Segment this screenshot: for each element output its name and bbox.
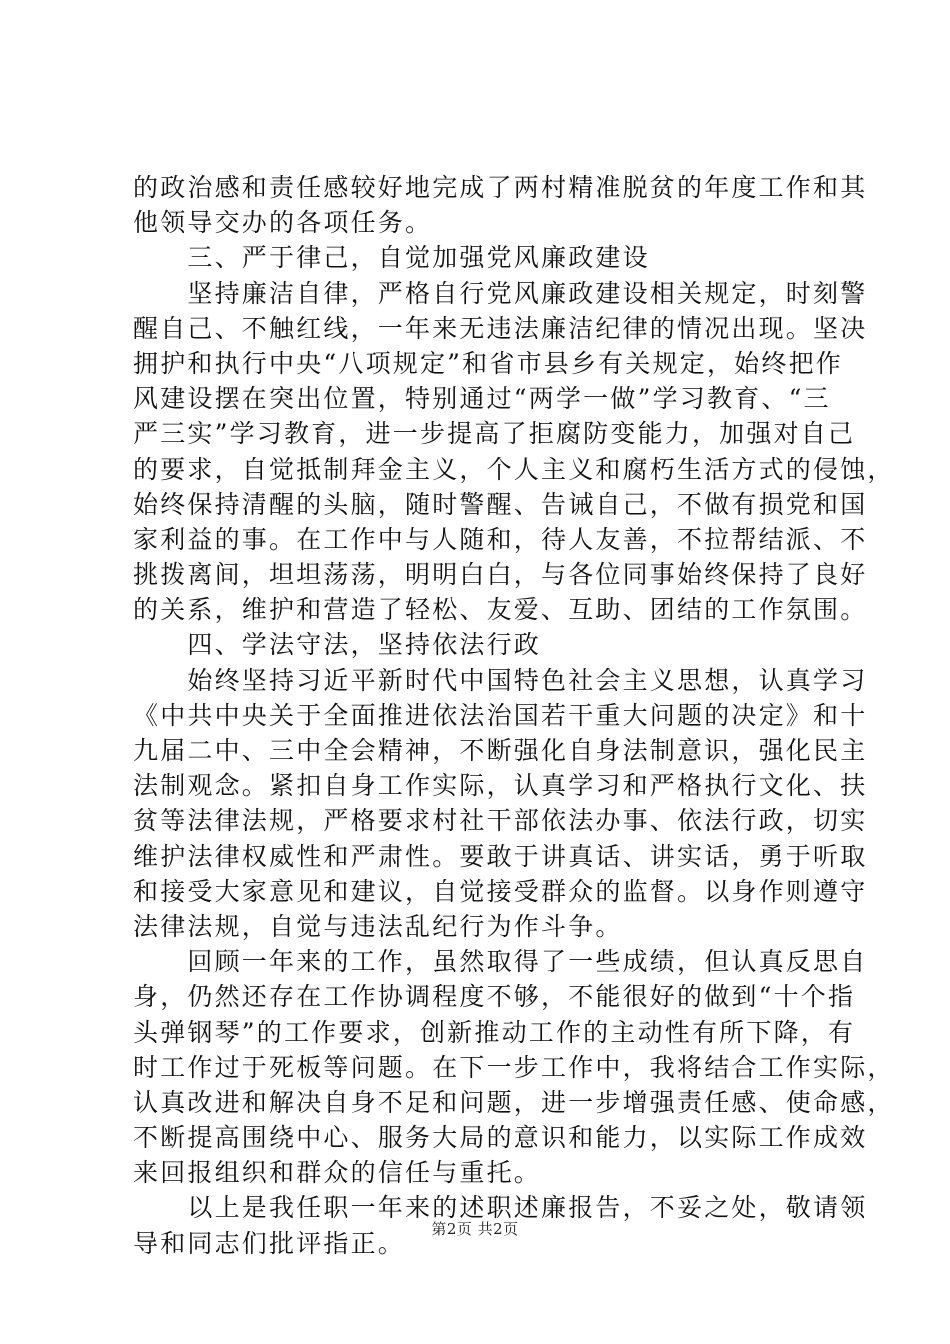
text-line: 挑拨离间，坦坦荡荡，明明白白，与各位同事始终保持了良好 bbox=[133, 560, 868, 590]
text-line: 坚持廉洁自律，严格自行党风廉政建设相关规定，时刻警 bbox=[133, 278, 868, 308]
text-line: 和接受大家意见和建议，自觉接受群众的监督。以身作则遵守 bbox=[133, 876, 868, 906]
text-line: 回顾一年来的工作，虽然取得了一些成绩，但认真反思自 bbox=[133, 947, 868, 977]
text-line: 三、严于律己，自觉加强党风廉政建设 bbox=[133, 243, 650, 273]
text-line: 他领导交办的各项任务。 bbox=[133, 208, 433, 238]
text-line: 风建设摆在突出位置，特别通过“两学一做”学习教育、“三 bbox=[133, 384, 831, 414]
text-line: 以上是我任职一年来的述职述廉报告，不妥之处，敬请领 bbox=[133, 1193, 868, 1223]
text-line: 头弹钢琴”的工作要求，创新推动工作的主动性有所下降，有 bbox=[133, 1017, 856, 1047]
text-line: 贫等法律法规，严格要求村社干部依法办事、依法行政，切实 bbox=[133, 806, 868, 836]
text-line: 九届二中、三中全会精神，不断强化自身法制意识，强化民主 bbox=[133, 736, 868, 765]
text-line: 导和同志们批评指正。 bbox=[133, 1228, 406, 1258]
text-line: 身，仍然还存在工作协调程度不够，不能很好的做到“十个指 bbox=[133, 982, 856, 1012]
page-footer: 第2页 共2页 bbox=[431, 1220, 519, 1238]
text-line: 始终保持清醒的头脑，随时警醒、告诫自己，不做有损党和国 bbox=[133, 489, 868, 519]
text-line: 醒自己、不触红线，一年来无违法廉洁纪律的情况出现。坚决 bbox=[133, 313, 868, 343]
text-line: 的关系，维护和营造了轻松、友爱、互助、团结的工作氛围。 bbox=[133, 595, 868, 625]
text-line: 拥护和执行中央“八项规定”和省市县乡有关规定，始终把作 bbox=[133, 348, 843, 378]
text-line: 维护法律权威性和严肃性。要敢于讲真话、讲实话，勇于听取 bbox=[133, 841, 868, 871]
text-line: 法制观念。紧扣自身工作实际，认真学习和严格执行文化、扶 bbox=[133, 771, 868, 801]
text-line: 的要求，自觉抵制拜金主义，个人主义和腐朽生活方式的侵蚀， bbox=[133, 454, 895, 484]
text-line: 不断提高围绕中心、服务大局的意识和能力，以实际工作成效 bbox=[133, 1123, 868, 1153]
text-line: 来回报组织和群众的信任与重托。 bbox=[133, 1158, 542, 1188]
text-line: 时工作过于死板等问题。在下一步工作中，我将结合工作实际， bbox=[133, 1052, 895, 1082]
document-body bbox=[133, 170, 895, 1261]
text-line: 四、学法守法，坚持依法行政 bbox=[133, 630, 542, 660]
text-line: 家利益的事。在工作中与人随和，待人友善，不拉帮结派、不 bbox=[133, 524, 868, 554]
text-line: 严三实”学习教育，进一步提高了拒腐防变能力，加强对自己 bbox=[133, 419, 856, 449]
text-line: 的政治感和责任感较好地完成了两村精准脱贫的年度工作和其 bbox=[133, 173, 868, 202]
text-line: 法律法规，自觉与违法乱纪行为作斗争。 bbox=[133, 911, 623, 941]
text-line: 《中共中央关于全面推进依法治国若干重大问题的决定》和十 bbox=[133, 700, 868, 730]
text-line: 始终坚持习近平新时代中国特色社会主义思想，认真学习 bbox=[133, 665, 868, 695]
text-line: 认真改进和解决自身不足和问题，进一步增强责任感、使命感， bbox=[133, 1087, 895, 1117]
